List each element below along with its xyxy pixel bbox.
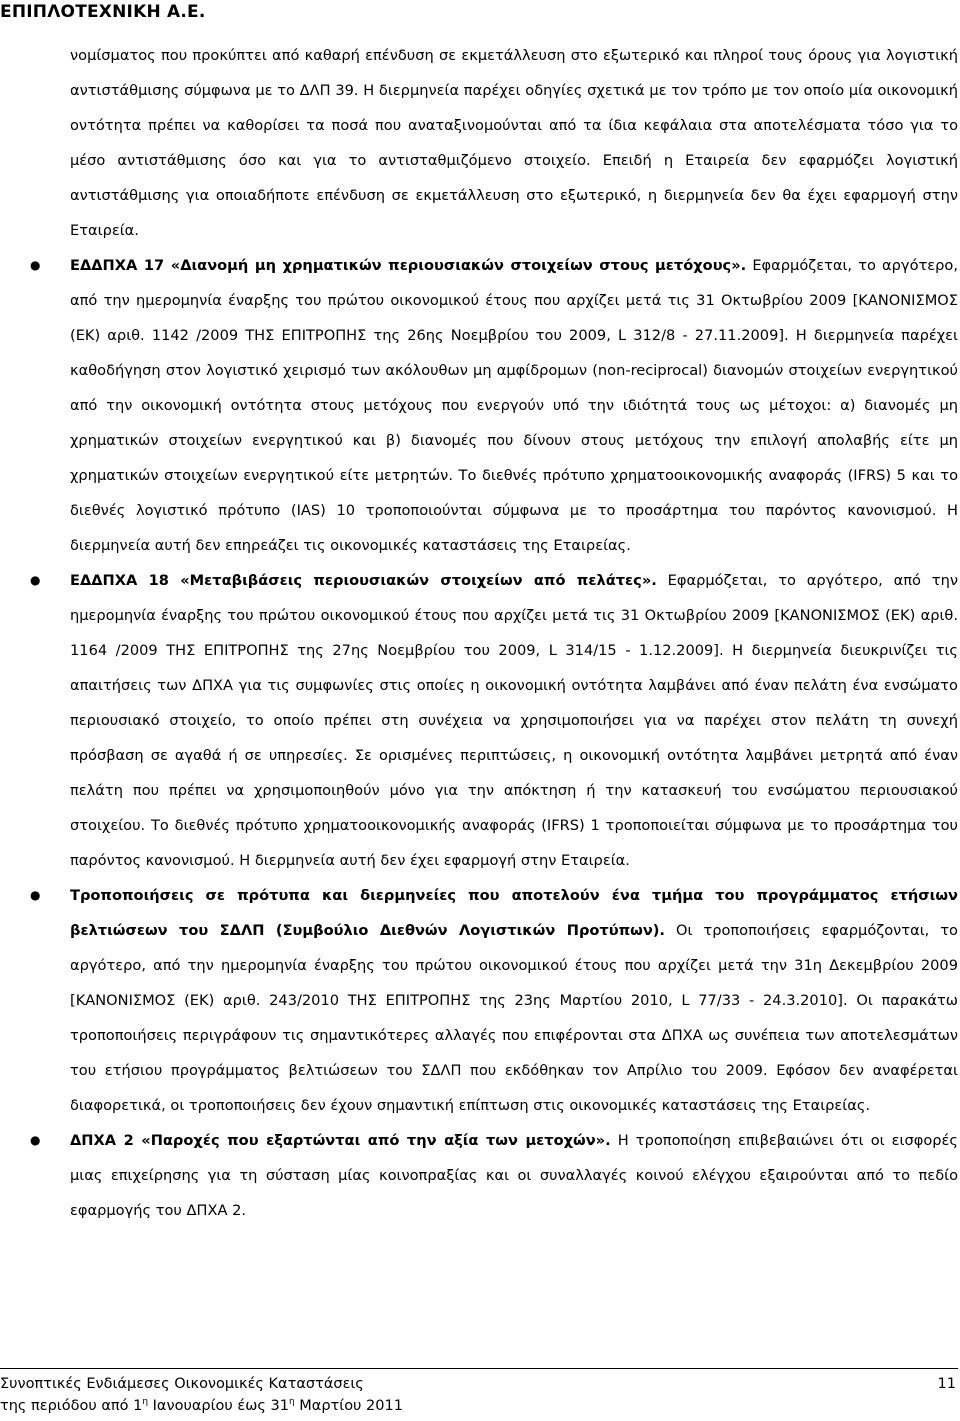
item-title: ΕΔΔΠΧΑ 17 «Διανομή μη χρηματικών περιουσιακών στοιχείων στους μετόχους». (70, 257, 747, 274)
item-title: ΔΠΧΑ 2 «Παροχές που εξαρτώνται από την αξία των μετοχών». (70, 1132, 611, 1149)
item-text: Εφαρμόζεται, το αργότερο, από την ημερομηνία έναρξης του πρώτου οικονομικού έτους που αρχίζει μετά τις 31 Οκτωβρίου 2009 [ΚΑΝΟΝΙΣΜΟΣ (ΕΚ) αριθ. 1164 /2009 ΤΗΣ ΕΠΙΤΡΟΠΗΣ της 27ης Νοεμβρίου του 2009, L 314/15 - 1.12.2009]. Η διερμηνεία διευκρινίζει τις απαιτήσεις των ΔΠΧΑ για τις συμφωνίες στις οποίες η οικονομική οντότητα λαμβάνει από έναν πελάτη ένα ενσώματο περιουσιακό στοιχείο, το οποίο πρέπει στη συνέχεια να χρησιμοποιήσει για να παρέχει στον πελάτη τη συνεχή πρόσβαση σε αγαθά ή σε υπηρεσίες. Σε ορισμένες περιπτώσεις, η οικονομική οντότητα λαμβάνει μετρητά από έναν πελάτη που πρέπει να χρησιμοποιηθούν μόνο για την απόκτηση ή την κατασκευή του ενσώματου περιουσιακού στοιχείου. Το διεθνές πρότυπο χρηματοοικονομικής αναφοράς (IFRS) 1 τροποποιείται σύμφωνα με το προσάρτημα του παρόντος κανονισμού. Η διερμηνεία αυτή δεν έχει εφαρμογή στην Εταιρεία. (70, 572, 958, 869)
list-item (30, 248, 958, 563)
list-item (30, 878, 958, 1123)
footer-period: της περιόδου από $1^\eta$ Ιανουαρίου έως $31^\eta$ Μαρτίου 2011 (0, 1397, 403, 1414)
bullet-icon: ● (30, 1133, 41, 1147)
item-text: Εφαρμόζεται, το αργότερο, από την ημερομηνία έναρξης του πρώτου οικονομικού έτους που αρχίζει μετά τις 31 Οκτωβρίου 2009 [ΚΑΝΟΝΙΣΜΟΣ (ΕΚ) αριθ. 1142 /2009 ΤΗΣ ΕΠΙΤΡΟΠΗΣ της 26ης Νοεμβρίου του 2009, L 312/8 - 27.11.2009]. Η διερμηνεία παρέχει καθοδήγηση στον λογιστικό χειρισμό των ακόλουθων μη αμφίδρομων (non-reciprocal) διανομών στοιχείων ενεργητικού από την οικονομική οντότητα στους μετόχους που ενεργούν υπό την ιδιότητά τους ως μέτοχοι: α) διανομές μη χρηματικών στοιχείων ενεργητικού και β) διανομές που δίνουν στους μετόχους την επιλογή απολαβής είτε μη χρηματικών στοιχείων ενεργητικού είτε μετρητών. Το διεθνές πρότυπο χρηματοοικονομικής αναφοράς (IFRS) 5 και το διεθνές λογιστικό πρότυπο (IAS) 10 τροποποιούνται σύμφωνα με το προσάρτημα του παρόντος κανονισμού. Η διερμηνεία αυτή δεν επηρεάζει τις οικονομικές καταστάσεις της Εταιρείας. (70, 257, 958, 554)
bullet-icon: ● (30, 573, 41, 587)
footer-title: Συνοπτικές Ενδιάμεσες Οικονομικές Καταστάσεις (0, 1376, 364, 1392)
bullet-icon: ● (30, 888, 41, 902)
intro-paragraph: νομίσματος που προκύπτει από καθαρή επένδυση σε εκμετάλλευση στο εξωτερικό και πληροί τους όρους για λογιστική αντιστάθμισης σύμφωνα με το ΔΛΠ 39. Η διερμηνεία παρέχει οδηγίες σχετικά με τον τρόπο με τον οποίο μία οικονομική οντότητα πρέπει να καθορίσει τα ποσά που αναταξινομούνται από τα ίδια κεφάλαια στα αποτελέσματα τόσο για το μέσο αντιστάθμισης όσο και για το αντισταθμιζόμενο στοιχείο. Επειδή η Εταιρεία δεν εφαρμόζει λογιστική αντιστάθμισης για οποιαδήποτε επένδυση σε εκμετάλλευση στο εξωτερικό, η διερμηνεία δεν θα έχει εφαρμογή στην Εταιρεία. (70, 47, 958, 239)
page-number: 11 (937, 1376, 956, 1392)
item-title: ΕΔΔΠΧΑ 18 «Μεταβιβάσεις περιουσιακών στοιχείων από πελάτες». (70, 572, 657, 589)
document-body (30, 38, 959, 1228)
company-header: ΕΠΙΠΛΟΤΕΧΝΙΚΗ Α.Ε. (0, 2, 206, 22)
footer-divider (0, 1368, 958, 1369)
page-footer (0, 1373, 958, 1417)
bullet-icon: ● (30, 258, 41, 272)
item-title: Τροποποιήσεις σε πρότυπα και διερμηνείες που αποτελούν ένα τμήμα του προγράμματος ετήσιων βελτιώσεων του ΣΔΛΠ (Συμβούλιο Διεθνών Λογιστικών Προτύπων). (70, 887, 958, 939)
item-text: Οι τροποποιήσεις εφαρμόζονται, το αργότερο, από την ημερομηνία έναρξης του πρώτου οικονομικού έτους που αρχίζει μετά την 31η Δεκεμβρίου 2009 [ΚΑΝΟΝΙΣΜΟΣ (ΕΚ) αριθ. 243/2010 ΤΗΣ ΕΠΙΤΡΟΠΗΣ της 23ης Μαρτίου 2010, L 77/33 - 24.3.2010]. Οι παρακάτω τροποποιήσεις περιγράφουν τις σημαντικότερες αλλαγές που επιφέρονται στα ΔΠΧΑ ως συνέπεια των αποτελεσμάτων του ετήσιου προγράμματος βελτιώσεων του ΣΔΛΠ που εκδόθηκαν τον Απρίλιο του 2009. Εφόσον δεν αναφέρεται διαφορετικά, οι τροποποιήσεις δεν έχουν σημαντική επίπτωση στις οικονομικές καταστάσεις της Εταιρείας. (70, 922, 958, 1114)
list-item (30, 563, 958, 878)
item-text: Η τροποποίηση επιβεβαιώνει ότι οι εισφορές μιας επιχείρησης για τη σύσταση μίας κοινοπραξίας και οι συναλλαγές κοινού ελέγχου εξαιρούνται από το πεδίο εφαρμογής του ΔΠΧΑ 2. (70, 1132, 959, 1219)
list-item (30, 1123, 959, 1228)
